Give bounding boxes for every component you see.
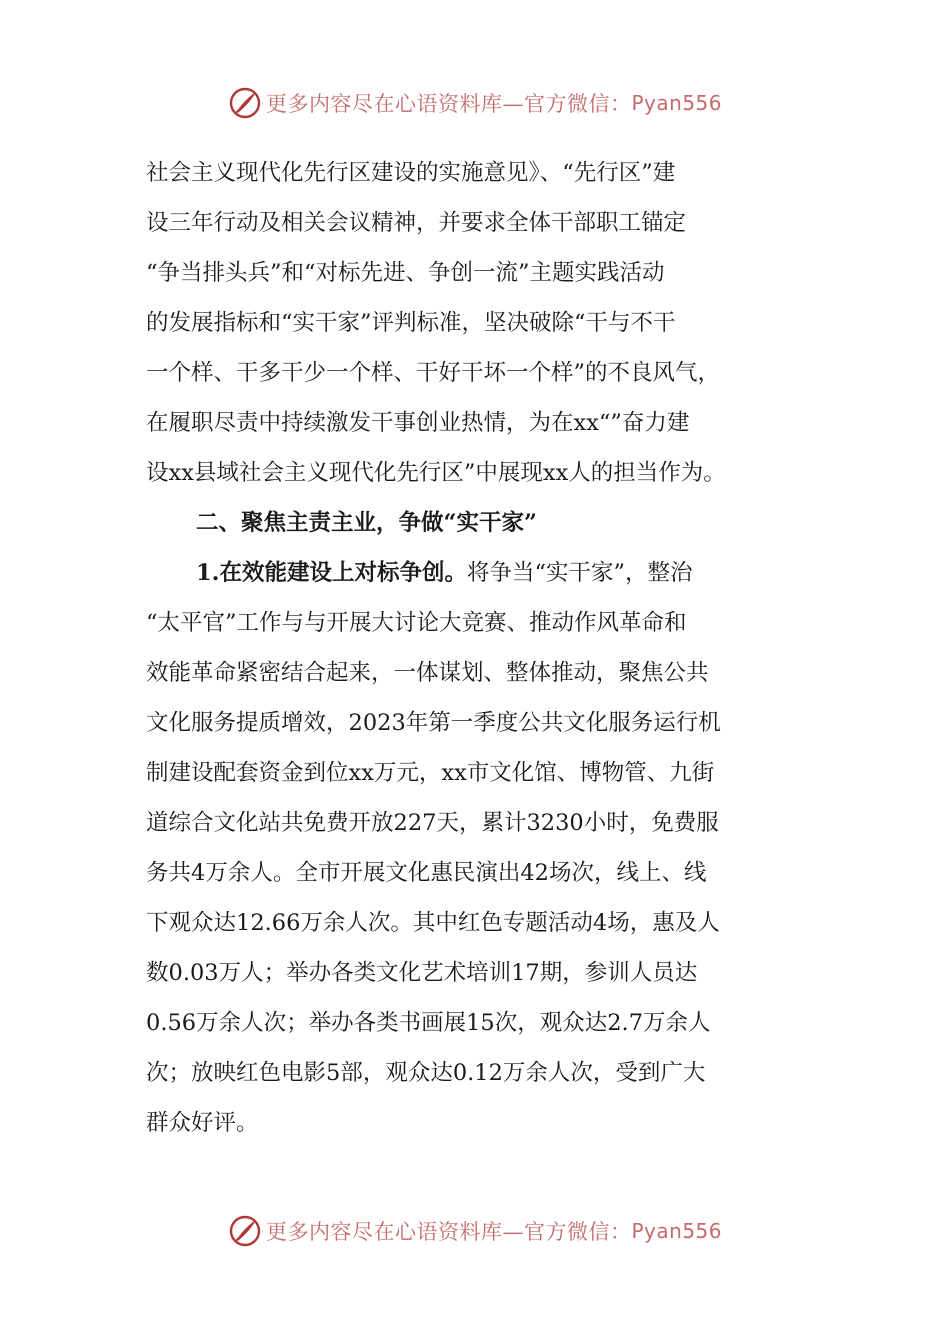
watermark-wechat-id: Pyan556 (631, 1219, 722, 1243)
quill-logo-icon (228, 1214, 262, 1248)
text-line: 一个样、干多干少一个样、干好干坏一个样”的不良风气， (146, 360, 721, 386)
text-line: 设三年行动及相关会议精神，并要求全体干部职工锚定 (146, 210, 687, 236)
text-line: 道综合文化站共免费开放227天，累计3230小时，免费服 (146, 810, 719, 836)
text-line: 务共4万余人。全市开展文化惠民演出42场次，线上、线 (146, 860, 707, 886)
text-line: 的发展指标和“实干家”评判标准，坚决破除“干与不干 (146, 310, 676, 336)
document-body (146, 148, 826, 1148)
section-heading: 二、聚焦主责主业，争做“实干家” (196, 510, 537, 536)
watermark-wechat-id: Pyan556 (631, 91, 722, 115)
quill-logo-icon (228, 86, 262, 120)
text-line: 次；放映红色电影5部，观众达0.12万余人次，受到广大 (146, 1060, 706, 1086)
text-line: 数0.03万人；举办各类文化艺术培训17期，参训人员达 (146, 960, 698, 986)
text-line: 在履职尽责中持续激发干事创业热情，为在xx“”奋力建 (146, 410, 690, 436)
text-line: 效能革命紧密结合起来，一体谋划、整体推动，聚焦公共 (146, 660, 709, 686)
watermark-text: 更多内容尽在心语资料库—官方微信： (265, 92, 632, 116)
text-line: 下观众达12.66万余人次。其中红色专题活动4场，惠及人 (146, 910, 720, 936)
text-line: 群众好评。 (146, 1110, 259, 1136)
paragraph-first-rest: 将争当“实干家”，整治 (467, 560, 693, 586)
watermark-top (0, 83, 950, 123)
text-line: 文化服务提质增效，2023年第一季度公共文化服务运行机 (146, 710, 721, 736)
text-line: 设xx县域社会主义现代化先行区”中展现xx人的担当作为。 (146, 460, 726, 486)
watermark-bottom (0, 1211, 950, 1251)
text-line: “太平官”工作与与开展大讨论大竞赛、推动作风革命和 (146, 610, 687, 636)
paragraph-lead: 1.在效能建设上对标争创。 (196, 560, 467, 586)
text-line: 社会主义现代化先行区建设的实施意见》、“先行区”建 (146, 160, 676, 186)
text-line: 0.56万余人次；举办各类书画展15次，观众达2.7万余人 (146, 1010, 711, 1036)
text-line: “争当排头兵”和“对标先进、争创一流”主题实践活动 (146, 260, 665, 286)
text-line: 制建设配套资金到位xx万元，xx市文化馆、博物管、九街 (146, 760, 715, 786)
paragraph-first-line (146, 548, 826, 598)
watermark-text: 更多内容尽在心语资料库—官方微信： (265, 1220, 632, 1244)
